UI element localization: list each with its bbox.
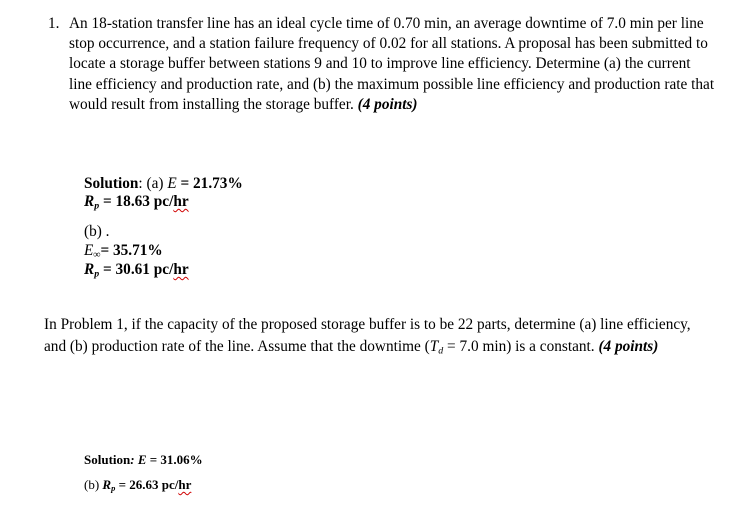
- problem-2-points: (4 points): [598, 338, 659, 355]
- problem-1: [48, 14, 716, 115]
- solution-1-part-b-efficiency: $E_\infty= 35.71\%$: [84, 242, 163, 261]
- solution-2-efficiency: Solution: E = 31.06%: [84, 452, 203, 467]
- solution-1-rate-value: = 18.63 pc/: [99, 193, 174, 210]
- solution-1-efficiency-value: = 21.73%: [176, 175, 243, 192]
- efficiency-symbol: E: [167, 175, 177, 192]
- problem-1-number: 1.: [48, 15, 60, 32]
- solution-2-label: Solution: [84, 452, 131, 467]
- solution-1-part-a-rate: $R_p = 18.63$ pc/hr: [84, 193, 189, 212]
- problem-1-points: (4 points): [357, 95, 418, 113]
- problem-2-text-before: In Problem 1, if the capacity of the proposed storage buffer is to be 22 parts, determine (a) line efficiency, and (b) production rate of the line. Assume that the downtime (: [44, 316, 691, 355]
- solution-1-part-a-efficiency: Solution: (a) E = 21.73%: [84, 175, 243, 192]
- problem-1-body: An 18-station transfer line has an ideal cycle time of 0.70 min, an average downtime of 7.0 min per line stop occurrence, and a station failure frequency of 0.02 for all stations. A proposal has been submitted to locate a storage buffer between stations 9 and 10 to improve line efficiency. Determine (a) the current line efficiency and production rate, and (b) the maximum possible line efficiency and production rate that would result from installing the storage buffer.: [69, 15, 715, 113]
- problem-1-text: [69, 14, 716, 115]
- solution-1-max-efficiency-value: = 35.71%: [100, 242, 163, 259]
- solution-1-part-b-rate: $R_p = 30.61$ pc/hr: [84, 261, 189, 280]
- solution-1-max-rate-value: = 30.61 pc/: [99, 261, 174, 278]
- solution-2-rate: (b) $R_p = 26.63$ pc/hr: [84, 477, 192, 494]
- solution-1-label: Solution: [84, 175, 139, 192]
- solution-2-rate-value: = 26.63 pc/: [115, 477, 179, 492]
- problem-2-text-after: = 7.0 min) is a constant.: [443, 338, 595, 355]
- problem-2: In Problem 1, if the capacity of the proposed storage buffer is to be 22 parts, determine (a) line efficiency, and (b) production rate of the line. Assume that the downtime ($T_d = 7.0$ min) is a constant. (4 points): [44, 316, 691, 357]
- spellcheck-hr: hr: [178, 477, 192, 492]
- spellcheck-hr: hr: [173, 193, 189, 210]
- solution-1-part-b-label: (b) .: [84, 223, 110, 240]
- spellcheck-hr: hr: [173, 261, 189, 278]
- solution-2-efficiency-value: = 31.06%: [146, 452, 203, 467]
